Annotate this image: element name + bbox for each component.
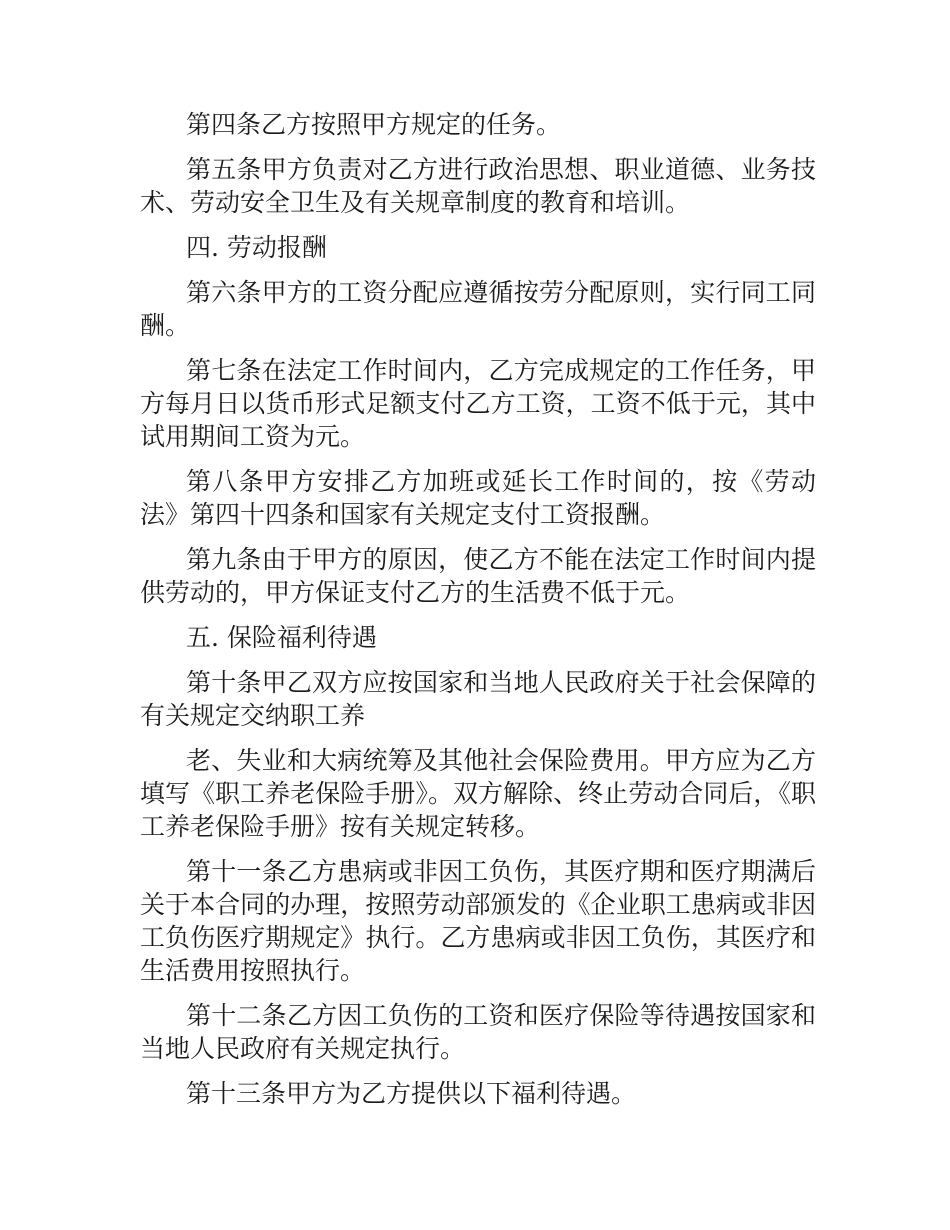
article-10: 第十条甲乙双方应按国家和当地人民政府关于社会保障的有关规定交纳职工养 — [140, 668, 816, 730]
article-5: 第五条甲方负责对乙方进行政治思想、职业道德、业务技术、劳动安全卫生及有关规章制度的教育和培训。 — [140, 155, 816, 217]
article-6: 第六条甲方的工资分配应遵循按劳分配原则，实行同工同酬。 — [140, 278, 816, 340]
article-9: 第九条由于甲方的原因，使乙方不能在法定工作时间内提供劳动的，甲方保证支付乙方的生活费不低于元。 — [140, 545, 816, 607]
article-12: 第十二条乙方因工负伤的工资和医疗保险等待遇按国家和当地人民政府有关规定执行。 — [140, 1001, 816, 1063]
article-7: 第七条在法定工作时间内，乙方完成规定的工作任务，甲方每月日以货币形式足额支付乙方工资，工资不低于元，其中试用期间工资为元。 — [140, 356, 816, 451]
section-heading-remuneration: 四. 劳动报酬 — [186, 233, 327, 262]
article-11: 第十一条乙方患病或非因工负伤，其医疗期和医疗期满后关于本合同的办理，按照劳动部颁发的《企业职工患病或非因工负伤医疗期规定》执行。乙方患病或非因工负伤，其医疗和生活费用按照执行。 — [140, 857, 816, 985]
document-page — [140, 108, 816, 1122]
section-heading-insurance: 五. 保险福利待遇 — [186, 623, 377, 652]
article-13: 第十三条甲方为乙方提供以下福利待遇。 — [186, 1079, 637, 1108]
article-10-continued: 老、失业和大病统筹及其他社会保险费用。甲方应为乙方填写《职工养老保险手册》。双方解除、终止劳动合同后，《职工养老保险手册》按有关规定转移。 — [140, 746, 816, 841]
article-4: 第四条乙方按照甲方规定的任务。 — [186, 110, 562, 139]
article-8: 第八条甲方安排乙方加班或延长工作时间的，按《劳动法》第四十四条和国家有关规定支付工资报酬。 — [140, 467, 816, 529]
